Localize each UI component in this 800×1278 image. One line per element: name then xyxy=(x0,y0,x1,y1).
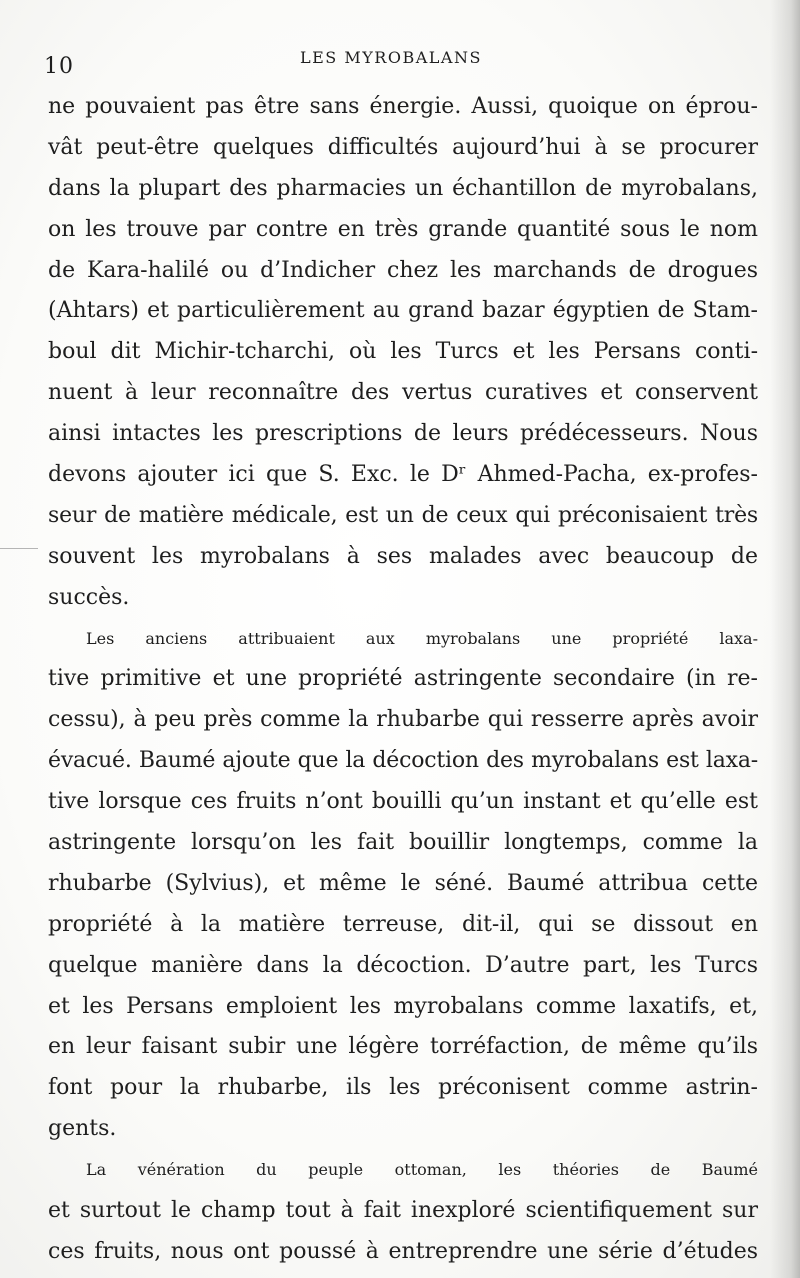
text-line: dans la plupart des pharmacies un échantillon de myrobalans, xyxy=(48,175,758,201)
text-line: cessu), à peu près comme la rhubarbe qui resserre après avoir xyxy=(48,707,758,733)
text-line: ne pouvaient pas être sans énergie. Aussi, quoique on éprou- xyxy=(48,94,758,119)
text-line: en leur faisant subir une légère torréfaction, de même qu’ils xyxy=(48,1034,758,1060)
text-line: quelque manière dans la décoction. D’autre part, les Turcs xyxy=(48,952,758,978)
body-text xyxy=(48,87,758,1273)
text-line: seur de matière médicale, est un de ceux qui préconisaient très xyxy=(48,502,758,528)
text-line: ainsi intactes les prescriptions de leurs prédécesseurs. Nous xyxy=(48,421,758,447)
text-line: succès. xyxy=(48,584,130,610)
text-line: rhubarbe (Sylvius), et même le séné. Baumé attribua cette xyxy=(48,870,758,896)
text-line: (Ahtars) et particulièrement au grand bazar égyptien de Stam- xyxy=(48,298,758,324)
text-line: évacué. Baumé ajoute que la décoction des myrobalans est laxa- xyxy=(48,748,758,774)
text-line: gents. xyxy=(48,1116,117,1142)
page-gutter-shadow xyxy=(770,0,800,1278)
text-line: boul dit Michir-tcharchi, où les Turcs et les Persans conti- xyxy=(48,339,758,365)
text-line: de Kara-halilé ou d’Indicher chez les marchands de drogues xyxy=(48,257,758,283)
running-head: LES MYROBALANS xyxy=(300,48,482,67)
text-line: tive lorsque ces fruits n’ont bouilli qu’un instant et qu’elle est xyxy=(48,789,758,815)
text-line: et surtout le champ tout à fait inexploré scientifiquement sur xyxy=(48,1198,758,1224)
paragraph-first-line: Les anciens attribuaient aux myrobalans une propriété laxa- xyxy=(86,628,758,648)
text-line: on les trouve par contre en très grande quantité sous le nom xyxy=(48,216,758,242)
text-line: et les Persans emploient les myrobalans comme laxatifs, et, xyxy=(48,993,758,1019)
text-line: tive primitive et une propriété astringente secondaire (in re- xyxy=(48,666,758,692)
text-line: souvent les myrobalans à ses malades avec beaucoup de xyxy=(48,543,758,569)
text-line: devons ajouter ici que S. Exc. le Dʳ Ahmed-Pacha, ex-profes- xyxy=(48,462,758,488)
text-line: ces fruits, nous ont poussé à entreprendre une série d’études xyxy=(48,1238,758,1264)
margin-mark xyxy=(0,548,38,549)
text-line: font pour la rhubarbe, ils les préconisent comme astrin- xyxy=(48,1075,758,1101)
page-number: 10 xyxy=(44,54,74,79)
text-line: propriété à la matière terreuse, dit-il, qui se dissout en xyxy=(48,911,758,937)
paragraph-first-line: La vénération du peuple ottoman, les théories de Baumé xyxy=(86,1160,758,1180)
text-line: nuent à leur reconnaître des vertus curatives et conservent xyxy=(48,380,758,406)
text-line: vât peut-être quelques difficultés aujourd’hui à se procurer xyxy=(48,134,758,160)
text-line: astringente lorsqu’on les fait bouillir longtemps, comme la xyxy=(48,830,758,856)
